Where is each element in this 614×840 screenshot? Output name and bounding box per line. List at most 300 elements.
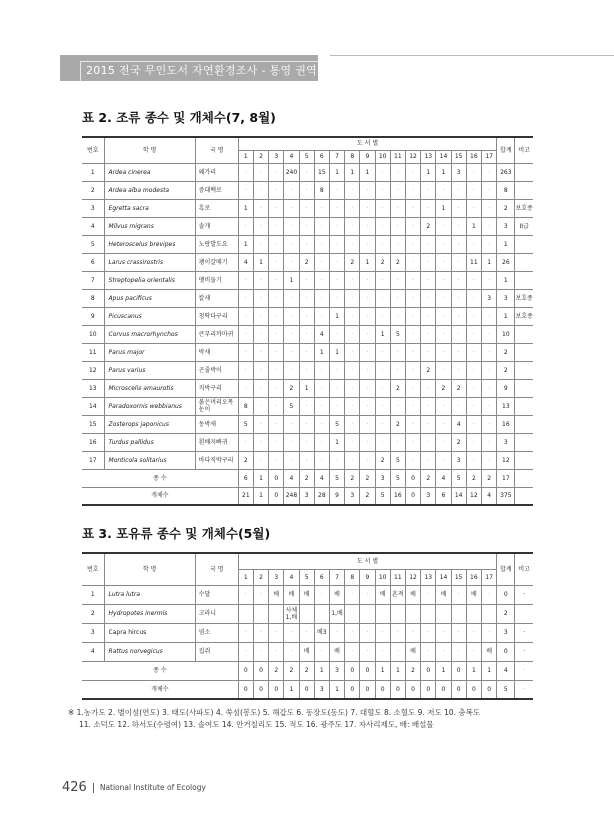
island-count: ·	[253, 181, 268, 199]
row-number: 2	[82, 181, 104, 199]
island-count: ·	[481, 585, 496, 604]
row-total: 263	[497, 163, 515, 181]
row-total: 16	[497, 415, 515, 433]
island-count: ·	[269, 289, 284, 307]
island-count: ·	[451, 585, 466, 604]
table-row	[82, 253, 533, 271]
table-row	[82, 289, 533, 307]
island-count: ·	[284, 361, 299, 379]
island-count: ·	[466, 415, 481, 433]
summary-value: 0	[481, 680, 496, 699]
row-total: 9	[497, 379, 515, 397]
header-island-15: 15	[451, 150, 466, 163]
row-number: 1	[82, 163, 104, 181]
summary-value: 6	[436, 487, 451, 505]
island-count: 흔적	[390, 585, 405, 604]
summary-value: 0	[345, 680, 360, 699]
korean-name: 집쥐	[195, 642, 238, 661]
island-count: ·	[253, 325, 268, 343]
island-count: ·	[284, 415, 299, 433]
island-count: 배	[436, 585, 451, 604]
summary-value: 0	[375, 680, 390, 699]
island-count: ·	[421, 289, 436, 307]
island-count: ·	[329, 289, 344, 307]
summary-label: 종 수	[82, 661, 238, 680]
island-count: 배	[329, 642, 344, 661]
korean-name: 솔개	[195, 217, 238, 235]
row-number: 2	[82, 604, 104, 623]
summary-value: 2	[466, 469, 481, 487]
island-count: ·	[314, 217, 329, 235]
table-row	[82, 433, 533, 451]
island-count: 4	[451, 415, 466, 433]
row-note: ·	[515, 585, 533, 604]
header-island-9: 9	[360, 150, 375, 163]
row-total: 2	[497, 604, 515, 623]
island-count: ·	[269, 451, 284, 469]
island-count: ·	[405, 379, 420, 397]
island-count: ·	[284, 433, 299, 451]
island-count: ·	[314, 585, 329, 604]
row-number: 7	[82, 271, 104, 289]
island-count: ·	[421, 642, 436, 661]
summary-value: 2	[345, 469, 360, 487]
island-count: ·	[253, 235, 268, 253]
island-count: ·	[345, 585, 360, 604]
island-count: ·	[269, 343, 284, 361]
row-note	[515, 163, 533, 181]
island-count: 2	[390, 415, 405, 433]
island-count	[436, 604, 451, 623]
island-count: ·	[390, 181, 405, 199]
row-total: 2	[497, 343, 515, 361]
island-count: ·	[238, 585, 253, 604]
table-row	[82, 271, 533, 289]
island-count: ·	[481, 361, 496, 379]
summary-value: 3	[345, 487, 360, 505]
summary-value: 3	[375, 469, 390, 487]
header-island-6: 6	[314, 569, 329, 585]
island-count: ·	[375, 343, 390, 361]
island-count: ·	[284, 181, 299, 199]
island-count: ·	[329, 199, 344, 217]
island-count: 2	[390, 379, 405, 397]
header-korean-name: 국 명	[195, 137, 238, 163]
island-count: ·	[390, 235, 405, 253]
island-count: ·	[284, 451, 299, 469]
island-count: ·	[360, 181, 375, 199]
row-number: 13	[82, 379, 104, 397]
korean-name: 중대백로	[195, 181, 238, 199]
island-count: ·	[345, 307, 360, 325]
scientific-name: Parus major	[104, 343, 195, 361]
island-count: ·	[269, 379, 284, 397]
island-count: 1	[421, 163, 436, 181]
island-count: ·	[345, 397, 360, 415]
summary-value: 2	[284, 661, 299, 680]
scientific-name: Milvus migrans	[104, 217, 195, 235]
island-count: ·	[421, 181, 436, 199]
island-count: 5	[390, 451, 405, 469]
island-count: ·	[360, 623, 375, 642]
island-count: ·	[253, 361, 268, 379]
island-count: ·	[436, 217, 451, 235]
island-count: 배	[299, 585, 314, 604]
island-count: ·	[253, 379, 268, 397]
scientific-name: Paradoxornis webbianus	[104, 397, 195, 415]
island-count: 5	[238, 415, 253, 433]
island-count: ·	[421, 379, 436, 397]
island-count: 배	[284, 585, 299, 604]
island-count: 1	[375, 325, 390, 343]
island-count: 8	[238, 397, 253, 415]
island-count: 1	[436, 163, 451, 181]
row-note	[515, 253, 533, 271]
island-count: 배	[466, 585, 481, 604]
island-count: ·	[269, 623, 284, 642]
header-island-16: 16	[466, 569, 481, 585]
footer-divider	[93, 783, 94, 793]
island-count: 2	[238, 451, 253, 469]
island-count: ·	[405, 181, 420, 199]
row-total: 0	[497, 585, 515, 604]
island-count: ·	[253, 289, 268, 307]
island-count: ·	[481, 343, 496, 361]
summary-total: 5	[497, 680, 515, 699]
island-count: 4	[238, 253, 253, 271]
row-total: 3	[497, 433, 515, 451]
island-count: ·	[299, 343, 314, 361]
island-count: ·	[284, 325, 299, 343]
row-note	[515, 397, 533, 415]
island-count: ·	[481, 451, 496, 469]
summary-value: 4	[314, 469, 329, 487]
island-count: ·	[269, 307, 284, 325]
summary-value: 1	[284, 680, 299, 699]
island-count: ·	[269, 271, 284, 289]
island-count: ·	[253, 217, 268, 235]
table-row	[82, 307, 533, 325]
table2-caption: 표 2. 조류 종수 및 개체수(7, 8월)	[82, 110, 276, 125]
island-count: ·	[253, 163, 268, 181]
row-note	[515, 451, 533, 469]
island-count: ·	[405, 289, 420, 307]
island-count: 배	[329, 585, 344, 604]
summary-value: 3	[329, 661, 344, 680]
row-number: 17	[82, 451, 104, 469]
row-note: 보호종	[515, 289, 533, 307]
header-note: 비고	[515, 137, 533, 163]
table-row	[82, 397, 533, 415]
island-count: ·	[451, 343, 466, 361]
island-count: ·	[421, 585, 436, 604]
island-count: ·	[451, 289, 466, 307]
summary-value: 1	[329, 680, 344, 699]
header-island-10: 10	[375, 150, 390, 163]
island-count: ·	[421, 397, 436, 415]
summary-note: ·	[515, 661, 533, 680]
summary-value: 0	[253, 661, 268, 680]
island-count: ·	[466, 271, 481, 289]
island-count: ·	[360, 397, 375, 415]
island-count: ·	[314, 289, 329, 307]
summary-value: 1	[253, 469, 268, 487]
island-count: ·	[314, 415, 329, 433]
island-count	[314, 604, 329, 623]
island-count: 1	[284, 271, 299, 289]
island-count: ·	[436, 253, 451, 271]
island-count: ·	[345, 379, 360, 397]
summary-value: 0	[466, 680, 481, 699]
summary-value: 248	[284, 487, 299, 505]
island-count: ·	[360, 343, 375, 361]
island-count: ·	[451, 642, 466, 661]
island-count: ·	[451, 307, 466, 325]
island-count: ·	[375, 235, 390, 253]
row-note	[515, 343, 533, 361]
summary-label: 종 수	[82, 469, 238, 487]
island-count: ·	[481, 415, 496, 433]
korean-name: 수달	[195, 585, 238, 604]
header-island-9: 9	[360, 569, 375, 585]
summary-value: 1	[375, 661, 390, 680]
island-count: ·	[451, 235, 466, 253]
island-count: ·	[299, 307, 314, 325]
island-count: ·	[360, 379, 375, 397]
header-island-11: 11	[390, 150, 405, 163]
island-count: ·	[284, 642, 299, 661]
row-number: 15	[82, 415, 104, 433]
row-note	[515, 235, 533, 253]
island-count: ·	[329, 253, 344, 271]
summary-value: 0	[421, 680, 436, 699]
island-count: ·	[299, 451, 314, 469]
summary-row	[82, 487, 533, 505]
island-count: ·	[360, 199, 375, 217]
korean-name: 칼새	[195, 289, 238, 307]
island-count: ·	[451, 181, 466, 199]
island-count: ·	[360, 235, 375, 253]
row-note: 보호종	[515, 307, 533, 325]
island-count: 배	[269, 585, 284, 604]
island-count: ·	[360, 433, 375, 451]
island-count: ·	[451, 253, 466, 271]
scientific-name: Rattus norvegicus	[104, 642, 195, 661]
island-count: ·	[390, 642, 405, 661]
table-row	[82, 163, 533, 181]
table-row	[82, 199, 533, 217]
island-count: ·	[314, 642, 329, 661]
scientific-name: Picuscanus	[104, 307, 195, 325]
island-count: ·	[436, 433, 451, 451]
island-count: ·	[299, 199, 314, 217]
island-count: 배	[375, 585, 390, 604]
island-count: ·	[375, 379, 390, 397]
header-island-8: 8	[345, 150, 360, 163]
scientific-name: Egretta sacra	[104, 199, 195, 217]
table-row	[82, 181, 533, 199]
island-count: ·	[314, 199, 329, 217]
island-count: ·	[390, 623, 405, 642]
island-count: ·	[345, 623, 360, 642]
island-count: ·	[253, 271, 268, 289]
summary-value: 2	[360, 469, 375, 487]
row-note	[515, 379, 533, 397]
island-count: ·	[299, 433, 314, 451]
summary-label: 개체수	[82, 680, 238, 699]
island-count: 2	[299, 253, 314, 271]
summary-value: 2	[481, 469, 496, 487]
island-count	[451, 604, 466, 623]
summary-value: 21	[238, 487, 253, 505]
island-count: 1	[481, 253, 496, 271]
summary-row	[82, 469, 533, 487]
row-total: 1	[497, 271, 515, 289]
island-count: ·	[421, 325, 436, 343]
island-count: ·	[390, 397, 405, 415]
summary-note	[515, 487, 533, 505]
summary-value: 0	[405, 469, 420, 487]
island-count: ·	[451, 623, 466, 642]
island-count: ·	[481, 181, 496, 199]
island-count: 3	[481, 289, 496, 307]
mammal-species-table	[82, 552, 533, 700]
footnote	[68, 707, 480, 731]
row-total: 3	[497, 217, 515, 235]
island-count: ·	[238, 325, 253, 343]
summary-value: 0	[405, 487, 420, 505]
summary-value: 2	[299, 661, 314, 680]
summary-value: 0	[299, 680, 314, 699]
island-count: ·	[436, 289, 451, 307]
row-note	[515, 415, 533, 433]
header-island-7: 7	[329, 150, 344, 163]
header-row	[82, 137, 533, 150]
island-count: ·	[375, 289, 390, 307]
island-count	[421, 604, 436, 623]
island-count: 1	[436, 199, 451, 217]
row-number: 3	[82, 623, 104, 642]
header-island-12: 12	[405, 569, 420, 585]
island-count: ·	[421, 253, 436, 271]
scientific-name: Lutra lutra	[104, 585, 195, 604]
island-count: ·	[360, 415, 375, 433]
island-count: ·	[481, 433, 496, 451]
header-island-3: 3	[269, 150, 284, 163]
island-count: ·	[299, 235, 314, 253]
summary-value: 4	[481, 487, 496, 505]
island-count: ·	[284, 307, 299, 325]
island-count: ·	[314, 307, 329, 325]
korean-name: 박새	[195, 343, 238, 361]
table-row	[82, 361, 533, 379]
island-count: ·	[466, 181, 481, 199]
island-count: ·	[299, 623, 314, 642]
island-count: ·	[481, 199, 496, 217]
summary-total: 4	[497, 661, 515, 680]
island-count: ·	[390, 217, 405, 235]
island-count: ·	[238, 343, 253, 361]
row-number: 6	[82, 253, 104, 271]
row-number: 4	[82, 642, 104, 661]
header-island-8: 8	[345, 569, 360, 585]
header-no: 번호	[82, 137, 104, 163]
island-count	[481, 604, 496, 623]
summary-value: 0	[269, 469, 284, 487]
row-note: 보호종	[515, 199, 533, 217]
header-island-7: 7	[329, 569, 344, 585]
island-count: 배	[299, 642, 314, 661]
island-count: 배	[405, 585, 420, 604]
summary-value: 3	[421, 487, 436, 505]
header-island-17: 17	[481, 569, 496, 585]
island-count: ·	[345, 433, 360, 451]
korean-name: 청딱다구리	[195, 307, 238, 325]
island-count: ·	[481, 623, 496, 642]
island-count: ·	[436, 623, 451, 642]
korean-name: 바다직박구리	[195, 451, 238, 469]
island-count: ·	[253, 433, 268, 451]
summary-value: 4	[436, 469, 451, 487]
header-island-2: 2	[253, 150, 268, 163]
island-count: ·	[466, 361, 481, 379]
island-count: 240	[284, 163, 299, 181]
table-row	[82, 604, 533, 623]
island-count: 사체1,배	[284, 604, 299, 623]
island-count: ·	[421, 451, 436, 469]
summary-value: 1	[481, 661, 496, 680]
korean-name: 동박새	[195, 415, 238, 433]
island-count: ·	[269, 163, 284, 181]
row-number: 10	[82, 325, 104, 343]
scientific-name: Capra hircus	[104, 623, 195, 642]
row-number: 11	[82, 343, 104, 361]
island-count: ·	[238, 379, 253, 397]
island-count: ·	[269, 415, 284, 433]
korean-name: 곤줄박이	[195, 361, 238, 379]
summary-value: 9	[329, 487, 344, 505]
island-count: ·	[238, 271, 253, 289]
island-count: ·	[436, 343, 451, 361]
island-count: ·	[253, 623, 268, 642]
island-count: 2	[284, 379, 299, 397]
header-island-17: 17	[481, 150, 496, 163]
header-korean-name: 국 명	[195, 553, 238, 585]
island-count: ·	[269, 433, 284, 451]
island-count: ·	[405, 217, 420, 235]
scientific-name: Corvus macrorhynchos	[104, 325, 195, 343]
island-count: ·	[466, 642, 481, 661]
summary-value: 1	[390, 661, 405, 680]
island-count: 1	[360, 253, 375, 271]
island-count: ·	[375, 163, 390, 181]
header-island-6: 6	[314, 150, 329, 163]
island-count: ·	[284, 623, 299, 642]
island-count: 1	[360, 163, 375, 181]
island-count: ·	[421, 415, 436, 433]
table3-caption: 표 3. 포유류 종수 및 개체수(5월)	[82, 526, 271, 541]
island-count: 3	[451, 163, 466, 181]
korean-name: 멧비둘기	[195, 271, 238, 289]
korean-name: 흑로	[195, 199, 238, 217]
island-count: ·	[329, 217, 344, 235]
island-count: ·	[345, 235, 360, 253]
header-island-16: 16	[466, 150, 481, 163]
island-count: ·	[390, 307, 405, 325]
island-count: ·	[284, 199, 299, 217]
island-count: ·	[238, 217, 253, 235]
row-total: 0	[497, 642, 515, 661]
